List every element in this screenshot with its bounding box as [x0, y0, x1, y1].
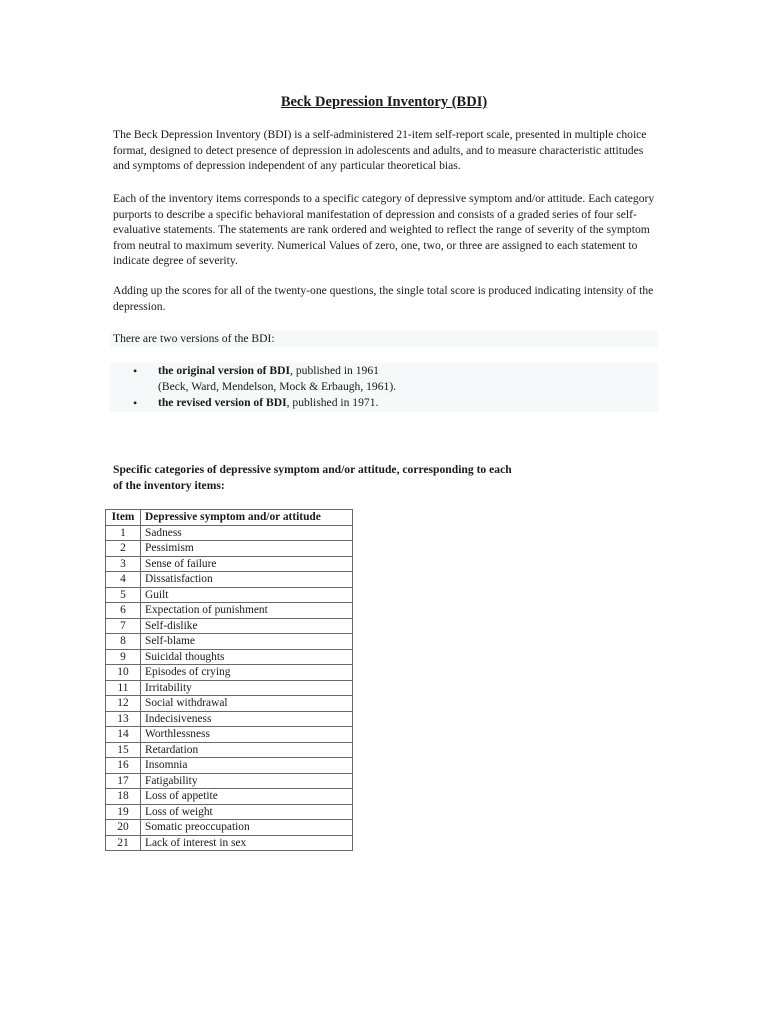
symptom-name: Sense of failure: [141, 556, 353, 572]
table-row: [106, 556, 353, 572]
table-header-row: [106, 510, 353, 526]
item-number: 15: [106, 742, 141, 758]
scoring-paragraph: Adding up the scores for all of the twenty-one questions, the single total score is produced indicating intensity of the depression.: [113, 284, 654, 313]
table-row: [106, 758, 353, 774]
symptom-name: Pessimism: [141, 541, 353, 557]
table-row: [106, 804, 353, 820]
symptom-name: Indecisiveness: [141, 711, 353, 727]
table-row: [106, 835, 353, 851]
item-number: 19: [106, 804, 141, 820]
symptom-name: Loss of weight: [141, 804, 353, 820]
version-citation: (Beck, Ward, Mendelson, Mock & Erbaugh, 1961).: [158, 380, 397, 393]
symptom-name: Self-dislike: [141, 618, 353, 634]
table-row: [106, 773, 353, 789]
symptom-name: Social withdrawal: [141, 696, 353, 712]
table-row: [106, 603, 353, 619]
intro-paragraph: The Beck Depression Inventory (BDI) is a self-administered 21-item self-report scale, presented in multiple choice format, designed to detect presence of depression in adolescents and adults, and to measure characteristic attitudes and symptoms of depression independent of any particular theoretical bias.: [113, 128, 647, 172]
version-detail: , published in 1961: [290, 364, 379, 377]
symptom-name: Self-blame: [141, 634, 353, 650]
symptom-name: Expectation of punishment: [141, 603, 353, 619]
section-heading: Specific categories of depressive symptom and/or attitude, corresponding to each of the inventory items:: [113, 463, 512, 492]
bullet-icon: •: [133, 396, 138, 410]
item-number: 17: [106, 773, 141, 789]
table-row: [106, 618, 353, 634]
versions-list: [110, 363, 658, 412]
item-number: 5: [106, 587, 141, 603]
item-number: 18: [106, 789, 141, 805]
header-item: Item: [106, 510, 141, 526]
table-row: [106, 696, 353, 712]
bullet-icon: •: [133, 364, 138, 378]
table-row: [106, 665, 353, 681]
table-row: [106, 634, 353, 650]
symptom-name: Irritability: [141, 680, 353, 696]
item-number: 9: [106, 649, 141, 665]
table-row: [106, 789, 353, 805]
symptom-name: Somatic preoccupation: [141, 820, 353, 836]
symptom-name: Dissatisfaction: [141, 572, 353, 588]
item-number: 2: [106, 541, 141, 557]
item-number: 1: [106, 525, 141, 541]
item-number: 12: [106, 696, 141, 712]
symptom-name: Retardation: [141, 742, 353, 758]
symptom-name: Sadness: [141, 525, 353, 541]
document-title: Beck Depression Inventory (BDI): [280, 94, 488, 110]
symptom-table: [105, 509, 353, 851]
item-number: 4: [106, 572, 141, 588]
table-row: [106, 820, 353, 836]
item-number: 16: [106, 758, 141, 774]
version-name: the original version of BDI: [158, 364, 291, 377]
item-number: 7: [106, 618, 141, 634]
table-row: [106, 541, 353, 557]
version-name: the revised version of BDI: [158, 396, 287, 409]
symptom-name: Lack of interest in sex: [141, 835, 353, 851]
header-symptom: Depressive symptom and/or attitude: [141, 510, 353, 526]
categories-paragraph: Each of the inventory items corresponds to a specific category of depressive symptom and/or attitude. Each category purports to describe a specific behavioral manifestation of depression and consists of a graded series of four self-evaluative statements. The statements are rank ordered and weighted to reflect the range of severity of the symptom from neutral to maximum severity. Numerical Values of zero, one, two, or three are assigned to each statement to indicate degree of severity.: [113, 192, 655, 267]
table-row: [106, 742, 353, 758]
item-number: 8: [106, 634, 141, 650]
item-number: 11: [106, 680, 141, 696]
symptom-name: Guilt: [141, 587, 353, 603]
table-row: [106, 680, 353, 696]
symptom-name: Loss of appetite: [141, 789, 353, 805]
item-number: 10: [106, 665, 141, 681]
item-number: 13: [106, 711, 141, 727]
version-item-revised: [110, 395, 658, 411]
symptom-name: Suicidal thoughts: [141, 649, 353, 665]
table-row: [106, 649, 353, 665]
table-row: [106, 587, 353, 603]
item-number: 6: [106, 603, 141, 619]
version-item-original: [110, 363, 658, 395]
symptom-name: Episodes of crying: [141, 665, 353, 681]
symptom-name: Worthlessness: [141, 727, 353, 743]
table-row: [106, 572, 353, 588]
item-number: 20: [106, 820, 141, 836]
table-row: [106, 525, 353, 541]
item-number: 14: [106, 727, 141, 743]
item-number: 3: [106, 556, 141, 572]
version-detail: , published in 1971.: [286, 396, 379, 409]
symptom-name: Fatigability: [141, 773, 353, 789]
table-row: [106, 727, 353, 743]
item-number: 21: [106, 835, 141, 851]
table-row: [106, 711, 353, 727]
table-body: [106, 525, 353, 851]
versions-intro: There are two versions of the BDI:: [110, 331, 658, 347]
symptom-name: Insomnia: [141, 758, 353, 774]
